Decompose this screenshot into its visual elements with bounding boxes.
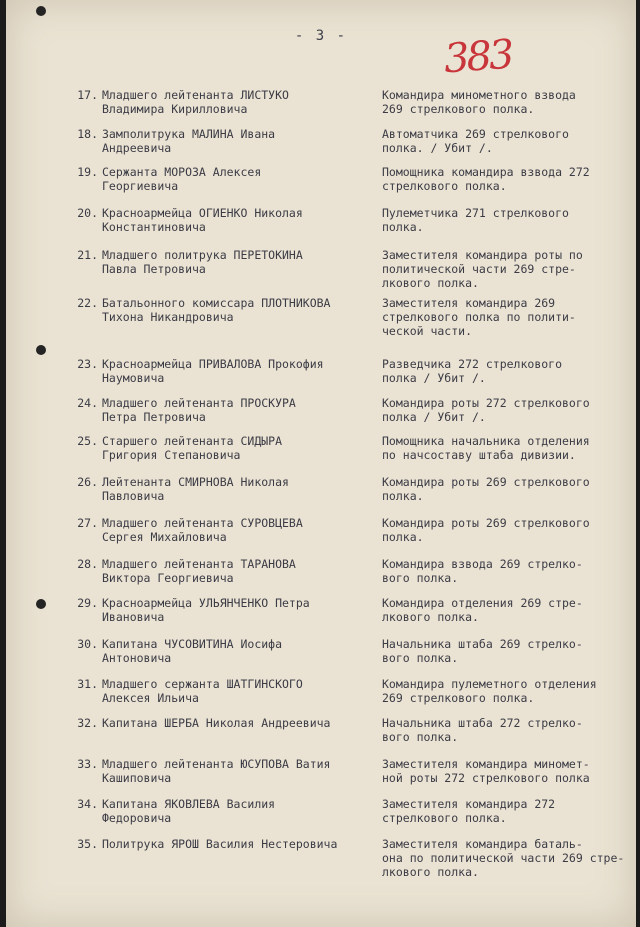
entry-number: 25.: [77, 434, 98, 448]
person-line: Младшего лейтенанта ТАРАНОВА: [102, 557, 296, 571]
person-line: Капитана ШЕРБА Николая Андреевича: [102, 716, 331, 730]
role-line: полка / Убит /.: [382, 371, 486, 385]
list-item: [6, 757, 636, 799]
punch-hole-icon: [36, 345, 46, 355]
list-item: [6, 357, 636, 399]
list-item: [6, 516, 636, 558]
person-line: Сергея Михайловича: [102, 530, 227, 544]
entry-person: [102, 396, 377, 424]
entry-person: [102, 637, 377, 665]
entry-role: [382, 396, 622, 424]
role-line: политической части 269 стре-: [382, 262, 576, 276]
person-line: Георгиевича: [102, 179, 179, 193]
person-line: Батальонного комиссара ПЛОТНИКОВА: [102, 296, 331, 310]
role-line: Начальника штаба 272 стрелко-: [382, 716, 583, 730]
role-line: ческой части.: [382, 324, 473, 338]
person-line: Павла Петровича: [102, 262, 206, 276]
entry-number: 20.: [77, 206, 98, 220]
list-item: [6, 396, 636, 438]
entry-role: [382, 357, 622, 385]
entry-person: [102, 296, 377, 324]
role-line: Заместителя командира роты по: [382, 248, 583, 262]
list-item: [6, 797, 636, 839]
person-line: Антоновича: [102, 651, 172, 665]
role-line: вого полка.: [382, 651, 459, 665]
role-line: Заместителя командира 269: [382, 296, 556, 310]
document-sheet: [6, 0, 636, 927]
role-line: Разведчика 272 стрелкового: [382, 357, 563, 371]
role-line: стрелкового полка.: [382, 811, 507, 825]
person-line: Ивановича: [102, 610, 165, 624]
entry-person: [102, 557, 377, 585]
list-item: [6, 206, 636, 248]
list-item: [6, 557, 636, 599]
person-line: Капитана ЧУСОВИТИНА Иосифа: [102, 637, 283, 651]
entry-role: [382, 434, 622, 462]
role-line: полка.: [382, 489, 424, 503]
archive-number-stamp: 383: [442, 31, 513, 83]
role-line: Командира минометного взвода: [382, 88, 576, 102]
person-line: Политрука ЯРОШ Василия Нестеровича: [102, 837, 338, 851]
entry-person: [102, 88, 377, 116]
person-line: Замполитрука МАЛИНА Ивана: [102, 127, 276, 141]
entry-role: [382, 516, 622, 544]
person-line: Младшего политрука ПЕРЕТОКИНА: [102, 248, 303, 262]
person-line: Наумовича: [102, 371, 165, 385]
list-item: [6, 127, 636, 169]
role-line: Заместителя командира баталь-: [382, 837, 583, 851]
person-line: Младшего лейтенанта ЛИСТУКО: [102, 88, 289, 102]
entry-number: 28.: [77, 557, 98, 571]
list-item: [6, 296, 636, 338]
entry-person: [102, 516, 377, 544]
entry-number: 35.: [77, 837, 98, 851]
person-line: Алексея Ильича: [102, 691, 199, 705]
entry-role: [382, 296, 622, 338]
list-item: [6, 716, 636, 758]
entry-role: [382, 557, 622, 585]
person-line: Павловича: [102, 489, 165, 503]
entry-number: 32.: [77, 716, 98, 730]
entry-role: [382, 248, 622, 290]
person-line: Лейтенанта СМИРНОВА Николая: [102, 475, 289, 489]
entry-person: [102, 757, 377, 785]
role-line: полка.: [382, 530, 424, 544]
role-line: лкового полка.: [382, 276, 479, 290]
role-line: Помощника начальника отделения: [382, 434, 590, 448]
role-line: вого полка.: [382, 571, 459, 585]
entry-number: 21.: [77, 248, 98, 262]
entry-person: [102, 716, 377, 730]
entry-number: 31.: [77, 677, 98, 691]
list-item: [6, 837, 636, 879]
entry-role: [382, 757, 622, 785]
role-line: она по политической части 269 стре-: [382, 851, 625, 865]
list-item: [6, 475, 636, 517]
entry-person: [102, 165, 377, 193]
person-line: Младшего лейтенанта СУРОВЦЕВА: [102, 516, 303, 530]
person-line: Андреевича: [102, 141, 172, 155]
person-line: Виктора Георгиевича: [102, 571, 234, 585]
person-line: Кашиповича: [102, 771, 172, 785]
page-number: - 3 -: [294, 28, 348, 44]
entry-person: [102, 837, 377, 851]
entry-person: [102, 206, 377, 234]
role-line: вого полка.: [382, 730, 459, 744]
role-line: 269 стрелкового полка.: [382, 102, 535, 116]
role-line: Помощника командира взвода 272: [382, 165, 590, 179]
person-line: Красноармейца ПРИВАЛОВА Прокофия: [102, 357, 324, 371]
entry-role: [382, 716, 622, 744]
person-line: Капитана ЯКОВЛЕВА Василия: [102, 797, 276, 811]
entry-number: 27.: [77, 516, 98, 530]
entry-role: [382, 88, 622, 116]
role-line: лкового полка.: [382, 865, 479, 879]
list-item: [6, 165, 636, 207]
role-line: стрелкового полка по полити-: [382, 310, 576, 324]
entry-number: 26.: [77, 475, 98, 489]
person-line: Константиновича: [102, 220, 206, 234]
entry-number: 23.: [77, 357, 98, 371]
entry-person: [102, 434, 377, 462]
person-line: Красноармейца ОГИЕНКО Николая: [102, 206, 303, 220]
entry-number: 22.: [77, 296, 98, 310]
role-line: полка.: [382, 220, 424, 234]
entry-number: 33.: [77, 757, 98, 771]
role-line: Начальника штаба 269 стрелко-: [382, 637, 583, 651]
entry-person: [102, 357, 377, 385]
role-line: по начсоставу штаба дивизии.: [382, 448, 576, 462]
entry-role: [382, 637, 622, 665]
role-line: стрелкового полка.: [382, 179, 507, 193]
list-item: [6, 596, 636, 638]
role-line: Командира отделения 269 стре-: [382, 596, 583, 610]
entry-person: [102, 797, 377, 825]
person-line: Младшего сержанта ШАТГИНСКОГО: [102, 677, 303, 691]
role-line: полка. / Убит /.: [382, 141, 493, 155]
entry-person: [102, 475, 377, 503]
person-line: Старшего лейтенанта СИДЫРА: [102, 434, 283, 448]
punch-hole-icon: [36, 6, 46, 16]
person-line: Тихона Никандровича: [102, 310, 234, 324]
role-line: Командира роты 272 стрелкового: [382, 396, 590, 410]
entry-person: [102, 127, 377, 155]
person-line: Младшего лейтенанта ЮСУПОВА Ватия: [102, 757, 331, 771]
role-line: полка / Убит /.: [382, 410, 486, 424]
role-line: Командира роты 269 стрелкового: [382, 516, 590, 530]
entry-role: [382, 165, 622, 193]
person-line: Сержанта МОРОЗА Алексея: [102, 165, 262, 179]
role-line: лкового полка.: [382, 610, 479, 624]
entry-number: 24.: [77, 396, 98, 410]
entry-number: 18.: [77, 127, 98, 141]
role-line: Пулеметчика 271 стрелкового: [382, 206, 569, 220]
role-line: Командира роты 269 стрелкового: [382, 475, 590, 489]
role-line: Командира пулеметного отделения: [382, 677, 597, 691]
role-line: 269 стрелкового полка.: [382, 691, 535, 705]
role-line: ной роты 272 стрелкового полка: [382, 771, 590, 785]
person-line: Григория Степановича: [102, 448, 241, 462]
role-line: Заместителя командира миномет-: [382, 757, 590, 771]
person-line: Петра Петровича: [102, 410, 206, 424]
entry-role: [382, 596, 622, 624]
entry-number: 29.: [77, 596, 98, 610]
role-line: Автоматчика 269 стрелкового: [382, 127, 569, 141]
entry-number: 34.: [77, 797, 98, 811]
entry-number: 19.: [77, 165, 98, 179]
entry-person: [102, 248, 377, 276]
entry-role: [382, 797, 622, 825]
list-item: [6, 248, 636, 290]
entry-number: 17.: [77, 88, 98, 102]
list-item: [6, 88, 636, 130]
entry-role: [382, 837, 625, 879]
person-line: Младшего лейтенанта ПРОСКУРА: [102, 396, 296, 410]
entry-role: [382, 475, 622, 503]
list-item: [6, 677, 636, 719]
entry-person: [102, 596, 377, 624]
entry-role: [382, 127, 622, 155]
person-line: Красноармейца УЛЬЯНЧЕНКО Петра: [102, 596, 310, 610]
role-line: Командира взвода 269 стрелко-: [382, 557, 583, 571]
person-line: Владимира Кирилловича: [102, 102, 248, 116]
person-line: Федоровича: [102, 811, 172, 825]
list-item: [6, 434, 636, 476]
role-line: Заместителя командира 272: [382, 797, 556, 811]
entry-role: [382, 677, 622, 705]
entry-role: [382, 206, 622, 234]
entry-number: 30.: [77, 637, 98, 651]
entry-person: [102, 677, 377, 705]
list-item: [6, 637, 636, 679]
